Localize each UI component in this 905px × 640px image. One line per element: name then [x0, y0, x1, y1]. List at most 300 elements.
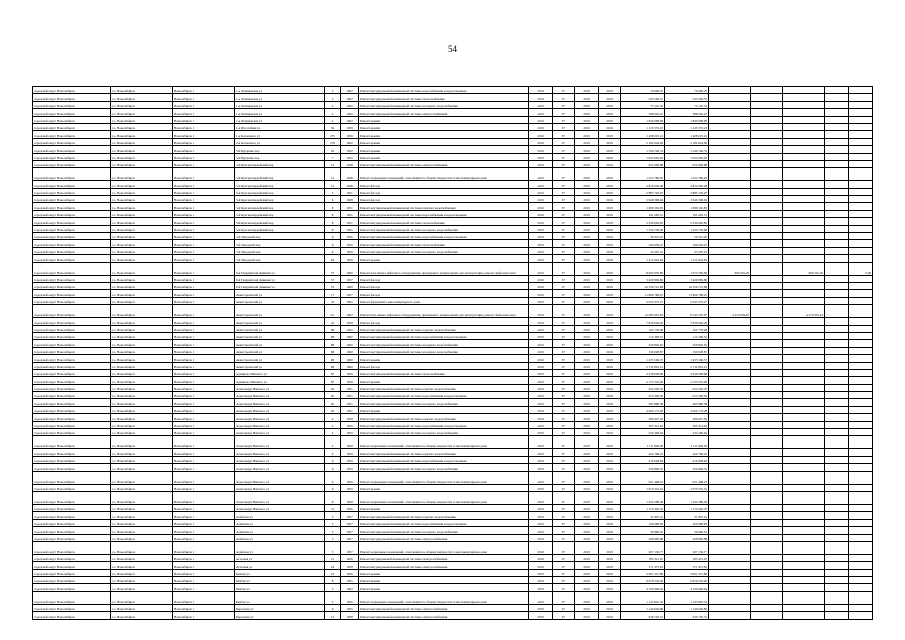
table-cell: 2019	[575, 160, 599, 167]
table-cell	[825, 247, 849, 254]
table-cell	[709, 527, 751, 534]
table-cell: 2019	[575, 399, 599, 406]
table-cell: 1960	[341, 282, 359, 289]
table-cell	[709, 429, 751, 436]
table-cell	[783, 240, 825, 247]
table-cell: Новосибирск г	[173, 399, 235, 406]
table-cell: городской округ Новосибирск	[33, 131, 111, 138]
table-cell: 6*	[553, 406, 575, 413]
table-cell: городской округ Новосибирск	[33, 429, 111, 436]
table-cell: 2019	[599, 384, 621, 391]
table-row	[33, 94, 873, 101]
table-cell: 6*	[553, 325, 575, 332]
table-cell	[849, 196, 873, 203]
table-cell	[709, 332, 751, 339]
table-cell: г.о. Новосибирск	[111, 138, 173, 145]
table-cell	[825, 399, 849, 406]
table-cell: 1959	[341, 318, 359, 325]
table-cell: 3-й Красногвардейский пер	[235, 168, 325, 181]
table-cell: 2019	[575, 554, 599, 561]
table-cell: Ремонт внутридомовой инженерной системы теплоснабжения	[359, 94, 529, 101]
table-cell: 6*	[553, 168, 575, 181]
table-cell	[783, 203, 825, 210]
table-cell	[849, 340, 873, 347]
table-cell: 87	[325, 377, 341, 384]
table-cell	[825, 562, 849, 569]
table-cell: 2019	[575, 519, 599, 526]
table-cell: 2019	[575, 94, 599, 101]
table-cell: 2019	[529, 612, 553, 619]
table-cell	[849, 569, 873, 576]
table-cell: 1-я Котовского ул	[235, 131, 325, 138]
table-cell: 6*	[553, 399, 575, 406]
table-cell: г.о. Новосибирск	[111, 347, 173, 354]
table-cell: 6*	[553, 101, 575, 108]
table-cell: 6*	[553, 362, 575, 369]
table-cell: 6*	[553, 153, 575, 160]
table-cell	[825, 240, 849, 247]
table-cell: 2019	[599, 325, 621, 332]
table-cell: Новосибирск г	[173, 429, 235, 436]
table-cell	[849, 188, 873, 195]
table-cell: 1 234 739,90	[665, 225, 709, 232]
table-cell: Александра Невского ул	[235, 436, 325, 449]
table-cell: Ремонт внутридомовой инженерной системы водоснабжения и водоотведения	[359, 332, 529, 339]
table-cell: 6*	[553, 562, 575, 569]
table-cell: 4 814 950,48	[665, 181, 709, 188]
table-cell: городской округ Новосибирск	[33, 123, 111, 130]
table-cell: городской округ Новосибирск	[33, 340, 111, 347]
table-cell: 8	[325, 577, 341, 584]
table-cell: 6*	[553, 484, 575, 491]
table-cell: 1956	[341, 504, 359, 511]
table-cell: Ремонт фасада	[359, 188, 529, 195]
table-cell: 1952	[341, 153, 359, 160]
table-cell	[849, 247, 873, 254]
table-cell: 2019	[575, 203, 599, 210]
table-cell: 102 778,00	[665, 325, 709, 332]
table-cell: г.о. Новосибирск	[111, 429, 173, 436]
table-cell: городской округ Новосибирск	[33, 181, 111, 188]
table-cell: 6*	[553, 240, 575, 247]
table-cell	[825, 146, 849, 153]
table-cell: Ремонт или замена лифтового оборудования, признанного непригодным для эксплуатации, ремонт лифтовых шахт	[359, 262, 529, 275]
table-cell: 2019	[599, 275, 621, 282]
table-cell: городской округ Новосибирск	[33, 146, 111, 153]
table-cell: 1952	[341, 146, 359, 153]
table-cell	[849, 449, 873, 456]
table-cell	[783, 527, 825, 534]
table-cell	[825, 305, 849, 318]
table-cell: городской округ Новосибирск	[33, 325, 111, 332]
table-cell	[825, 512, 849, 519]
table-cell	[709, 325, 751, 332]
table-cell: 275	[325, 131, 341, 138]
table-cell: 2019	[575, 449, 599, 456]
table-row	[33, 153, 873, 160]
table-cell	[783, 282, 825, 289]
table-row	[33, 340, 873, 347]
table-cell: 36	[325, 123, 341, 130]
table-cell: 2019	[599, 240, 621, 247]
table-cell	[709, 591, 751, 604]
table-cell: Новосибирск г	[173, 138, 235, 145]
table-cell: г.о. Новосибирск	[111, 160, 173, 167]
table-cell: 6*	[553, 355, 575, 362]
table-cell: г.о. Новосибирск	[111, 541, 173, 554]
table-cell	[783, 153, 825, 160]
table-cell: 6*	[553, 255, 575, 262]
table-cell	[751, 347, 783, 354]
table-cell: 11 866 780,25	[665, 290, 709, 297]
table-cell: 6	[325, 247, 341, 254]
table-cell: 2019	[599, 318, 621, 325]
table-cell: городской округ Новосибирск	[33, 584, 111, 591]
table-cell: городской округ Новосибирск	[33, 347, 111, 354]
table-cell: 1962	[341, 109, 359, 116]
table-cell: городской округ Новосибирск	[33, 541, 111, 554]
table-cell	[849, 436, 873, 449]
table-cell: 5	[325, 512, 341, 519]
table-cell: 171 475,81	[665, 562, 709, 569]
table-cell	[849, 123, 873, 130]
table-cell	[783, 584, 825, 591]
table-cell: 185 321,07	[665, 554, 709, 561]
table-cell: 2019	[575, 290, 599, 297]
table-cell	[825, 123, 849, 130]
table-cell: 2019	[599, 340, 621, 347]
table-row	[33, 109, 873, 116]
table-cell: 2019	[575, 429, 599, 436]
table-cell: 2019	[529, 332, 553, 339]
table-cell: 2019	[599, 218, 621, 225]
table-cell: 6*	[553, 377, 575, 384]
table-cell: 4 239 028,90	[621, 369, 665, 376]
table-cell: 169 698,93	[621, 519, 665, 526]
table-cell: г.о. Новосибирск	[111, 325, 173, 332]
table-row	[33, 429, 873, 436]
table-cell	[751, 584, 783, 591]
table-cell	[751, 168, 783, 181]
table-cell: Бамбая ул	[235, 569, 325, 576]
table-cell	[751, 569, 783, 576]
table-cell: Ремонт фасада	[359, 181, 529, 188]
table-cell: Новосибирск г	[173, 225, 235, 232]
table-cell: 2019	[575, 305, 599, 318]
table-cell: 2019	[575, 332, 599, 339]
table-cell	[709, 362, 751, 369]
table-cell: Адмирала Невского ул	[235, 369, 325, 376]
table-cell: 2019	[529, 554, 553, 561]
table-cell: 4	[325, 436, 341, 449]
table-cell: 2019	[529, 414, 553, 421]
table-cell	[825, 471, 849, 484]
table-cell	[783, 131, 825, 138]
table-cell: 1 223 786,95	[665, 168, 709, 181]
table-cell: городской округ Новосибирск	[33, 456, 111, 463]
table-row	[33, 562, 873, 569]
table-cell: 2019	[599, 101, 621, 108]
table-cell	[783, 534, 825, 541]
table-cell: Ремонт внутридомовой инженерной системы электроснабжения	[359, 612, 529, 619]
table-cell: г.о. Новосибирск	[111, 203, 173, 210]
table-cell: 2019	[529, 109, 553, 116]
table-row	[33, 414, 873, 421]
table-cell: 2019	[575, 414, 599, 421]
table-cell: 2 182 624,00	[621, 138, 665, 145]
table-cell: г.о. Новосибирск	[111, 512, 173, 519]
table-cell: 2019	[599, 577, 621, 584]
table-cell: 2	[325, 116, 341, 123]
table-cell: 1 312 924,94	[665, 255, 709, 262]
table-cell: 1956	[341, 240, 359, 247]
table-cell: 3-й Красногвардейский пер	[235, 210, 325, 217]
table-row	[33, 584, 873, 591]
table-row	[33, 534, 873, 541]
table-cell	[751, 325, 783, 332]
table-cell: 3-й Заводской пер	[235, 240, 325, 247]
table-cell: 2019	[575, 275, 599, 282]
table-cell: Новосибирск г	[173, 275, 235, 282]
table-cell: 2019	[575, 109, 599, 116]
table-cell: 1958	[341, 562, 359, 569]
table-cell: 112 309,52	[665, 332, 709, 339]
table-cell	[783, 362, 825, 369]
table-row	[33, 471, 873, 484]
table-cell: 5	[325, 591, 341, 604]
table-cell	[849, 534, 873, 541]
table-cell	[825, 196, 849, 203]
table-cell: Алейская ул	[235, 541, 325, 554]
table-cell: 5	[325, 519, 341, 526]
table-cell: 6*	[553, 591, 575, 604]
table-cell	[751, 305, 783, 318]
table-cell	[825, 210, 849, 217]
table-cell: Новосибирск г	[173, 168, 235, 181]
table-cell: г.о. Новосибирск	[111, 196, 173, 203]
table-cell: 6	[325, 456, 341, 463]
table-cell: 4 814 950,48	[621, 181, 665, 188]
table-cell	[751, 504, 783, 511]
table-cell: 365 314,62	[621, 421, 665, 428]
table-cell: 2019	[599, 399, 621, 406]
table-cell: г.о. Новосибирск	[111, 464, 173, 471]
table-cell: Ремонт внутридомовой инженерной системы горячего водоснабжения	[359, 512, 529, 519]
table-cell: 1951	[341, 225, 359, 232]
table-cell	[783, 181, 825, 188]
table-cell: 2019	[529, 101, 553, 108]
table-cell: г.о. Новосибирск	[111, 318, 173, 325]
table-cell	[709, 484, 751, 491]
table-cell	[783, 196, 825, 203]
table-cell	[783, 123, 825, 130]
table-cell: г.о. Новосибирск	[111, 218, 173, 225]
table-cell: 1 070 332,16	[665, 484, 709, 491]
table-cell: Александра Невского ул	[235, 421, 325, 428]
table-cell: г.о. Новосибирск	[111, 392, 173, 399]
table-cell: 6*	[553, 87, 575, 94]
table-cell: 2019	[575, 297, 599, 304]
table-cell: 6*	[553, 491, 575, 504]
table-row	[33, 188, 873, 195]
table-cell	[709, 282, 751, 289]
table-cell: 2019	[575, 471, 599, 484]
table-cell: городской округ Новосибирск	[33, 188, 111, 195]
table-cell	[751, 94, 783, 101]
table-cell	[849, 362, 873, 369]
table-cell: 20	[325, 392, 341, 399]
table-cell: 2019	[599, 94, 621, 101]
table-cell: Ремонт внутридомовой инженерной системы электроснабжения	[359, 534, 529, 541]
table-cell: Ремонт внутридомовой инженерной системы холодного водоснабжения	[359, 247, 529, 254]
table-cell: 2019	[529, 406, 553, 413]
table-cell: 2	[325, 94, 341, 101]
table-cell: 2019	[599, 109, 621, 116]
table-cell: Новосибирск г	[173, 123, 235, 130]
table-cell: 2019	[529, 210, 553, 217]
table-cell: 2019	[529, 449, 553, 456]
table-cell: Александра Невского ул	[235, 491, 325, 504]
table-cell: 2019	[529, 512, 553, 519]
table-cell: 2019	[529, 160, 553, 167]
table-cell	[709, 153, 751, 160]
table-cell: г.о. Новосибирск	[111, 384, 173, 391]
table-cell	[825, 332, 849, 339]
table-cell	[825, 218, 849, 225]
table-cell: Ремонт внутридомовой инженерной системы водоснабжения и водоотведения	[359, 519, 529, 526]
table-cell	[825, 569, 849, 576]
table-cell: 6*	[553, 262, 575, 275]
table-cell: Ремонт внутридомовой инженерной системы холодного водоснабжения	[359, 225, 529, 232]
table-cell: Ремонт внутридомовой инженерной системы холодного водоснабжения	[359, 429, 529, 436]
table-cell: городской округ Новосибирск	[33, 262, 111, 275]
table-cell: 2019	[599, 604, 621, 611]
table-cell: 8	[325, 210, 341, 217]
table-cell: городской округ Новосибирск	[33, 297, 111, 304]
table-cell: Алейская ул	[235, 512, 325, 519]
table-cell: 1957	[341, 527, 359, 534]
table-cell: 6*	[553, 218, 575, 225]
table-cell: 2019	[529, 464, 553, 471]
table-cell	[709, 116, 751, 123]
table-cell	[783, 577, 825, 584]
table-row	[33, 362, 873, 369]
table-cell: 1951	[341, 392, 359, 399]
table-cell	[825, 591, 849, 604]
table-row	[33, 181, 873, 188]
table-cell: 1 540 746,74	[665, 146, 709, 153]
table-cell: 9-й Гвардейской Дивизии ул	[235, 262, 325, 275]
table-cell	[825, 577, 849, 584]
table-cell: 2019	[529, 94, 553, 101]
table-cell: 2019	[599, 504, 621, 511]
table-cell: 2019	[529, 347, 553, 354]
table-cell	[751, 355, 783, 362]
table-cell: 2019	[599, 519, 621, 526]
table-cell: Новосибирск г	[173, 109, 235, 116]
table-cell: 2019	[529, 123, 553, 130]
table-cell: городской округ Новосибирск	[33, 377, 111, 384]
table-cell: г.о. Новосибирск	[111, 591, 173, 604]
table-row	[33, 160, 873, 167]
table-cell: Новосибирск г	[173, 369, 235, 376]
table-cell: 6*	[553, 392, 575, 399]
table-cell: 1 312 924,94	[621, 255, 665, 262]
table-cell: Александра Невского ул	[235, 384, 325, 391]
table-row	[33, 456, 873, 463]
table-cell: 2019	[575, 318, 599, 325]
table-cell	[709, 541, 751, 554]
table-cell	[849, 101, 873, 108]
table-cell: 388 602,47	[665, 109, 709, 116]
table-cell: 6*	[553, 138, 575, 145]
table-cell: 6	[325, 604, 341, 611]
table-cell	[849, 181, 873, 188]
table-cell: 1956	[341, 131, 359, 138]
table-cell: 1957	[341, 541, 359, 554]
table-cell: Алейская ул	[235, 527, 325, 534]
table-cell: 2019	[599, 429, 621, 436]
table-cell: 6*	[553, 340, 575, 347]
table-cell: 2019	[529, 527, 553, 534]
table-cell: Авиастроителей ул	[235, 290, 325, 297]
table-cell: 102 778,00	[621, 325, 665, 332]
table-cell: Авиастроителей ул	[235, 318, 325, 325]
table-cell: Ремонт внутридомовой инженерной системы горячего водоснабжения	[359, 203, 529, 210]
table-cell	[783, 421, 825, 428]
table-cell: 2019	[529, 362, 553, 369]
table-row	[33, 275, 873, 282]
table-cell: Новосибирск г	[173, 332, 235, 339]
table-cell: 951 468,23	[621, 471, 665, 484]
table-cell: 6*	[553, 146, 575, 153]
table-cell: 98	[325, 332, 341, 339]
table-cell: 2019	[575, 512, 599, 519]
table-cell	[751, 464, 783, 471]
table-cell	[751, 282, 783, 289]
table-cell: 2019	[599, 471, 621, 484]
table-cell: 2019	[529, 153, 553, 160]
table-cell: 2-я Котовского ул	[235, 138, 325, 145]
table-cell: Новосибирск г	[173, 377, 235, 384]
table-cell: 36 896,52	[665, 527, 709, 534]
table-cell: 1956	[341, 247, 359, 254]
table-cell	[709, 369, 751, 376]
table-cell: Новосибирск г	[173, 325, 235, 332]
table-cell	[709, 290, 751, 297]
table-cell: 2019	[575, 577, 599, 584]
table-cell	[783, 369, 825, 376]
table-cell: 2019	[529, 255, 553, 262]
table-cell: 3-й Красногвардейский пер	[235, 225, 325, 232]
table-cell: 2019	[529, 262, 553, 275]
table-cell: 2019	[599, 584, 621, 591]
table-cell: 1959	[341, 421, 359, 428]
table-cell: городской округ Новосибирск	[33, 384, 111, 391]
table-cell: Новосибирск г	[173, 101, 235, 108]
table-cell: 7 830 664,20	[665, 318, 709, 325]
table-cell	[849, 153, 873, 160]
table-cell: 6*	[553, 203, 575, 210]
table-cell: г.о. Новосибирск	[111, 355, 173, 362]
table-cell: 951 468,23	[665, 471, 709, 484]
table-cell: 2019	[599, 153, 621, 160]
table-cell: 2019	[575, 262, 599, 275]
table-cell: Новосибирск г	[173, 554, 235, 561]
table-cell: Авиастроителей ул	[235, 362, 325, 369]
table-cell: 6*	[553, 109, 575, 116]
table-cell	[751, 146, 783, 153]
